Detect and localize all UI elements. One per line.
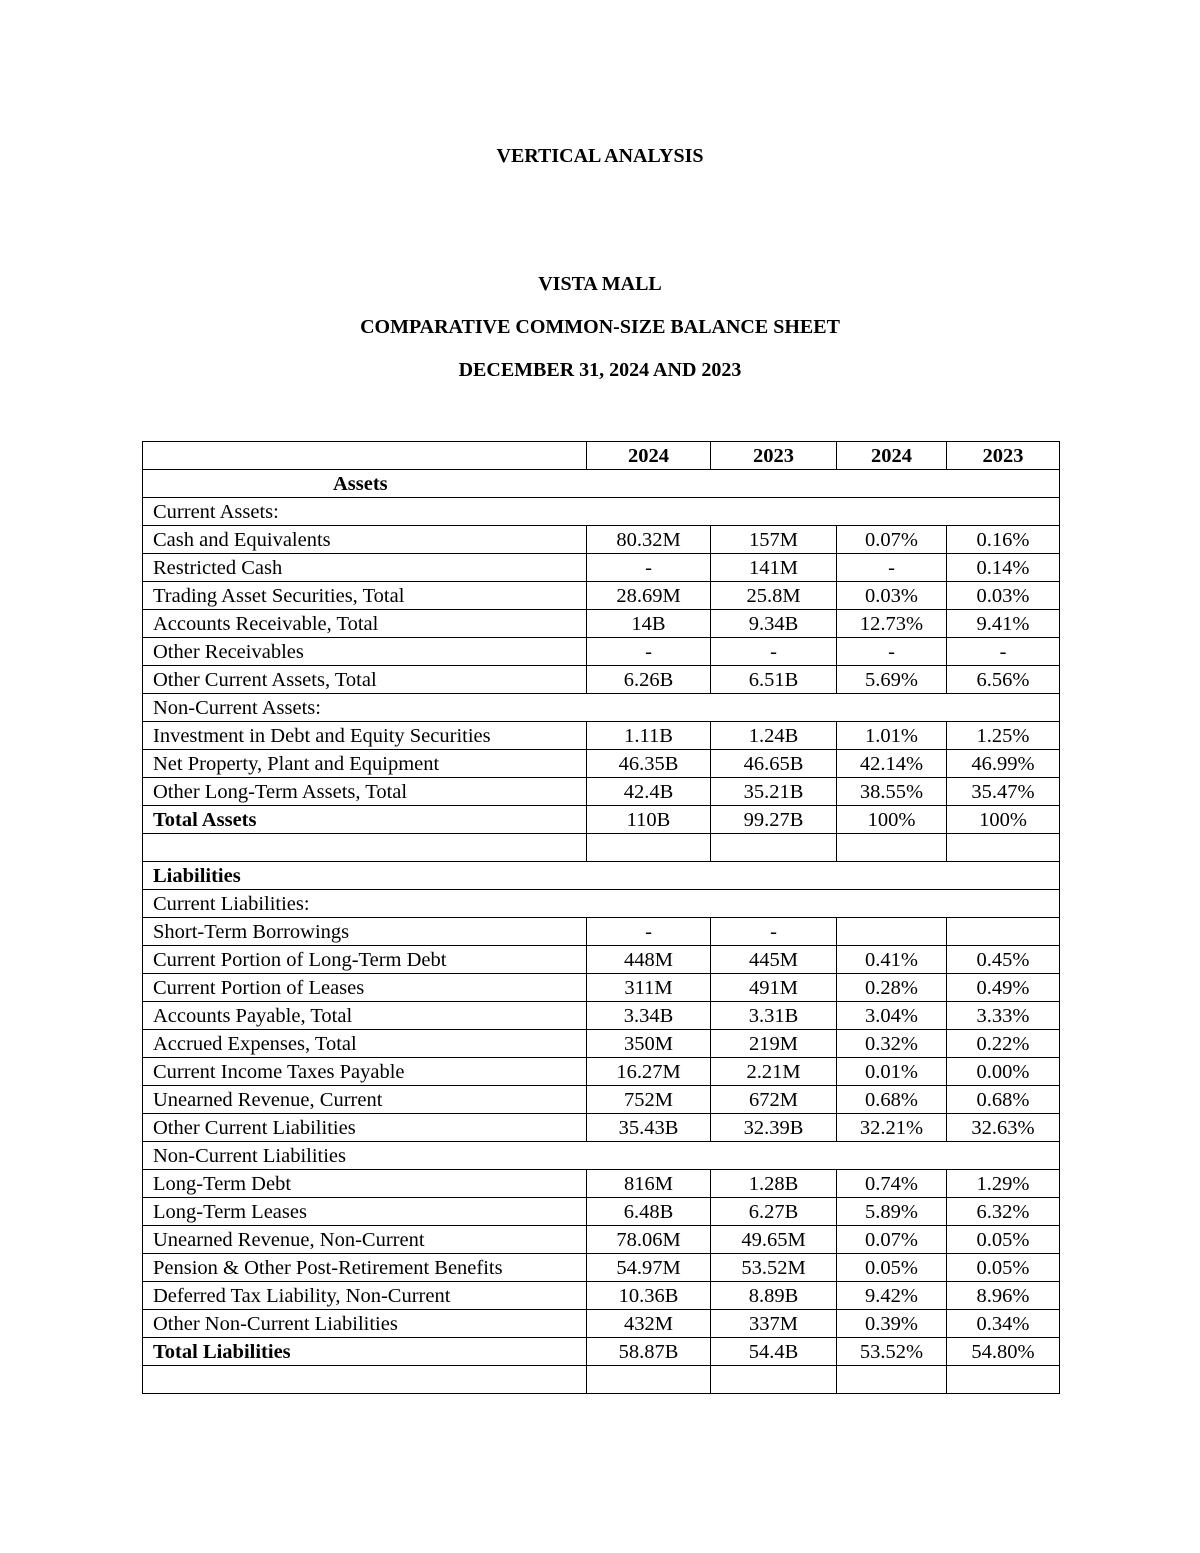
percent-2024-cell: 100% — [837, 806, 947, 834]
percent-2023-cell: 1.29% — [947, 1170, 1060, 1198]
percent-2024-cell: 0.32% — [837, 1030, 947, 1058]
table-row — [143, 1366, 1060, 1394]
amount-2024-cell: 311M — [587, 974, 711, 1002]
table-row — [143, 1114, 1060, 1142]
row-label: Total Liabilities — [143, 1338, 587, 1366]
header-2023-percent: 2023 — [947, 442, 1060, 470]
amount-2023-cell: 9.34B — [711, 610, 837, 638]
row-label: Unearned Revenue, Current — [143, 1086, 587, 1114]
row-label: Other Current Liabilities — [143, 1114, 587, 1142]
percent-2024-cell: 0.28% — [837, 974, 947, 1002]
row-label: Pension & Other Post-Retirement Benefits — [143, 1254, 587, 1282]
percent-2024-cell: 0.74% — [837, 1170, 947, 1198]
amount-2024-cell: 752M — [587, 1086, 711, 1114]
table-row — [143, 666, 1060, 694]
percent-2024-cell: 0.07% — [837, 1226, 947, 1254]
percent-2023-cell — [947, 918, 1060, 946]
table-row — [143, 974, 1060, 1002]
row-label — [143, 834, 587, 862]
percent-2024-cell: 38.55% — [837, 778, 947, 806]
table-row — [143, 722, 1060, 750]
subsection-row — [143, 1142, 1060, 1170]
amount-2024-cell: 14B — [587, 610, 711, 638]
table-row — [143, 1254, 1060, 1282]
amount-2024-cell: - — [587, 554, 711, 582]
row-label: Other Receivables — [143, 638, 587, 666]
percent-2023-cell: 0.00% — [947, 1058, 1060, 1086]
percent-2024-cell: 9.42% — [837, 1282, 947, 1310]
percent-2024-cell: 0.39% — [837, 1310, 947, 1338]
row-label: Other Non-Current Liabilities — [143, 1310, 587, 1338]
section-row — [143, 862, 1060, 890]
amount-2024-cell — [587, 1366, 711, 1394]
table-row — [143, 1198, 1060, 1226]
percent-2024-cell: 12.73% — [837, 610, 947, 638]
total-row — [143, 806, 1060, 834]
total-row — [143, 1338, 1060, 1366]
amount-2023-cell: 6.27B — [711, 1198, 837, 1226]
percent-2023-cell: 9.41% — [947, 610, 1060, 638]
subsection-label: Current Assets: — [143, 498, 1060, 526]
row-label: Unearned Revenue, Non-Current — [143, 1226, 587, 1254]
row-label: Current Income Taxes Payable — [143, 1058, 587, 1086]
section-row — [143, 470, 1060, 498]
table-row — [143, 778, 1060, 806]
amount-2024-cell: 10.36B — [587, 1282, 711, 1310]
amount-2023-cell: 46.65B — [711, 750, 837, 778]
row-label: Current Portion of Long-Term Debt — [143, 946, 587, 974]
amount-2023-cell: 337M — [711, 1310, 837, 1338]
table-row — [143, 1030, 1060, 1058]
amount-2023-cell: 672M — [711, 1086, 837, 1114]
table-row — [143, 946, 1060, 974]
amount-2023-cell: 1.24B — [711, 722, 837, 750]
row-label: Short-Term Borrowings — [143, 918, 587, 946]
amount-2023-cell: 99.27B — [711, 806, 837, 834]
percent-2023-cell: 0.14% — [947, 554, 1060, 582]
amount-2024-cell: 110B — [587, 806, 711, 834]
subsection-row — [143, 694, 1060, 722]
amount-2023-cell: 49.65M — [711, 1226, 837, 1254]
percent-2023-cell: 0.68% — [947, 1086, 1060, 1114]
percent-2024-cell — [837, 1366, 947, 1394]
amount-2024-cell: 350M — [587, 1030, 711, 1058]
amount-2023-cell: 25.8M — [711, 582, 837, 610]
document-title: VERTICAL ANALYSIS — [496, 145, 704, 167]
percent-2023-cell: 54.80% — [947, 1338, 1060, 1366]
percent-2023-cell — [947, 1366, 1060, 1394]
statement-date: DECEMBER 31, 2024 AND 2023 — [458, 359, 742, 381]
row-label: Accrued Expenses, Total — [143, 1030, 587, 1058]
amount-2024-cell — [587, 834, 711, 862]
table-row — [143, 582, 1060, 610]
row-label: Deferred Tax Liability, Non-Current — [143, 1282, 587, 1310]
percent-2023-cell: 35.47% — [947, 778, 1060, 806]
row-label: Long-Term Leases — [143, 1198, 587, 1226]
amount-2023-cell: 491M — [711, 974, 837, 1002]
row-label: Cash and Equivalents — [143, 526, 587, 554]
subsection-row — [143, 498, 1060, 526]
table-row — [143, 638, 1060, 666]
header-2024-amount: 2024 — [587, 442, 711, 470]
amount-2024-cell: 6.26B — [587, 666, 711, 694]
header-2024-percent: 2024 — [837, 442, 947, 470]
row-label: Accounts Receivable, Total — [143, 610, 587, 638]
amount-2024-cell: 35.43B — [587, 1114, 711, 1142]
amount-2024-cell: 28.69M — [587, 582, 711, 610]
amount-2023-cell: - — [711, 638, 837, 666]
amount-2023-cell: - — [711, 918, 837, 946]
row-label: Other Long-Term Assets, Total — [143, 778, 587, 806]
percent-2023-cell: 6.56% — [947, 666, 1060, 694]
percent-2024-cell: - — [837, 638, 947, 666]
company-name: VISTA MALL — [538, 273, 662, 295]
percent-2024-cell: 0.07% — [837, 526, 947, 554]
table-row — [143, 750, 1060, 778]
row-label: Restricted Cash — [143, 554, 587, 582]
amount-2023-cell: 2.21M — [711, 1058, 837, 1086]
percent-2024-cell: 3.04% — [837, 1002, 947, 1030]
percent-2023-cell: 0.34% — [947, 1310, 1060, 1338]
table-row — [143, 610, 1060, 638]
percent-2024-cell: 53.52% — [837, 1338, 947, 1366]
amount-2023-cell: 53.52M — [711, 1254, 837, 1282]
amount-2024-cell: 42.4B — [587, 778, 711, 806]
percent-2024-cell: 0.68% — [837, 1086, 947, 1114]
table-row — [143, 526, 1060, 554]
row-label: Long-Term Debt — [143, 1170, 587, 1198]
amount-2024-cell: 46.35B — [587, 750, 711, 778]
table-row — [143, 1086, 1060, 1114]
section-label: Liabilities — [143, 862, 1060, 890]
percent-2023-cell: 0.05% — [947, 1226, 1060, 1254]
percent-2023-cell: 6.32% — [947, 1198, 1060, 1226]
table-row — [143, 1002, 1060, 1030]
amount-2024-cell: 432M — [587, 1310, 711, 1338]
table-row — [143, 1282, 1060, 1310]
header-2023-amount: 2023 — [711, 442, 837, 470]
percent-2023-cell: 1.25% — [947, 722, 1060, 750]
amount-2023-cell: 141M — [711, 554, 837, 582]
amount-2023-cell: 219M — [711, 1030, 837, 1058]
subsection-label: Non-Current Liabilities — [143, 1142, 1060, 1170]
table-header-row — [143, 442, 1060, 470]
amount-2024-cell: 448M — [587, 946, 711, 974]
amount-2023-cell: 35.21B — [711, 778, 837, 806]
amount-2023-cell: 54.4B — [711, 1338, 837, 1366]
amount-2023-cell: 32.39B — [711, 1114, 837, 1142]
percent-2023-cell — [947, 834, 1060, 862]
percent-2023-cell: 0.03% — [947, 582, 1060, 610]
row-label: Total Assets — [143, 806, 587, 834]
percent-2023-cell: 0.45% — [947, 946, 1060, 974]
amount-2023-cell: 157M — [711, 526, 837, 554]
percent-2023-cell: 0.16% — [947, 526, 1060, 554]
table-row — [143, 1310, 1060, 1338]
percent-2024-cell: 0.41% — [837, 946, 947, 974]
percent-2023-cell: 32.63% — [947, 1114, 1060, 1142]
amount-2024-cell: 16.27M — [587, 1058, 711, 1086]
percent-2024-cell: 0.05% — [837, 1254, 947, 1282]
balance-sheet-body — [143, 442, 1060, 1394]
amount-2023-cell: 1.28B — [711, 1170, 837, 1198]
balance-sheet-table — [142, 441, 1060, 1394]
percent-2024-cell: 0.01% — [837, 1058, 947, 1086]
section-label: Assets — [143, 470, 1060, 498]
percent-2024-cell — [837, 834, 947, 862]
percent-2024-cell: 5.89% — [837, 1198, 947, 1226]
amount-2023-cell: 445M — [711, 946, 837, 974]
table-row — [143, 834, 1060, 862]
percent-2023-cell: 0.22% — [947, 1030, 1060, 1058]
row-label: Other Current Assets, Total — [143, 666, 587, 694]
amount-2023-cell: 8.89B — [711, 1282, 837, 1310]
percent-2023-cell: 3.33% — [947, 1002, 1060, 1030]
percent-2024-cell: 1.01% — [837, 722, 947, 750]
percent-2024-cell: - — [837, 554, 947, 582]
percent-2023-cell: 8.96% — [947, 1282, 1060, 1310]
amount-2024-cell: 78.06M — [587, 1226, 711, 1254]
amount-2024-cell: 6.48B — [587, 1198, 711, 1226]
table-row — [143, 1226, 1060, 1254]
amount-2023-cell — [711, 834, 837, 862]
row-label — [143, 1366, 587, 1394]
statement-title: COMPARATIVE COMMON-SIZE BALANCE SHEET — [360, 316, 840, 338]
subsection-label: Non-Current Assets: — [143, 694, 1060, 722]
percent-2024-cell: 0.03% — [837, 582, 947, 610]
amount-2023-cell: 6.51B — [711, 666, 837, 694]
amount-2024-cell: 3.34B — [587, 1002, 711, 1030]
amount-2024-cell: - — [587, 918, 711, 946]
header-label-cell — [143, 442, 587, 470]
amount-2024-cell: 80.32M — [587, 526, 711, 554]
row-label: Investment in Debt and Equity Securities — [143, 722, 587, 750]
percent-2023-cell: 46.99% — [947, 750, 1060, 778]
percent-2023-cell: 100% — [947, 806, 1060, 834]
table-row — [143, 1170, 1060, 1198]
percent-2024-cell: 32.21% — [837, 1114, 947, 1142]
percent-2024-cell: 5.69% — [837, 666, 947, 694]
percent-2023-cell: 0.49% — [947, 974, 1060, 1002]
row-label: Current Portion of Leases — [143, 974, 587, 1002]
row-label: Accounts Payable, Total — [143, 1002, 587, 1030]
amount-2024-cell: 58.87B — [587, 1338, 711, 1366]
percent-2023-cell: 0.05% — [947, 1254, 1060, 1282]
table-row — [143, 554, 1060, 582]
percent-2024-cell: 42.14% — [837, 750, 947, 778]
subsection-row — [143, 890, 1060, 918]
amount-2023-cell: 3.31B — [711, 1002, 837, 1030]
amount-2024-cell: - — [587, 638, 711, 666]
percent-2024-cell — [837, 918, 947, 946]
amount-2024-cell: 816M — [587, 1170, 711, 1198]
row-label: Trading Asset Securities, Total — [143, 582, 587, 610]
subsection-label: Current Liabilities: — [143, 890, 1060, 918]
amount-2024-cell: 1.11B — [587, 722, 711, 750]
table-row — [143, 1058, 1060, 1086]
table-row — [143, 918, 1060, 946]
percent-2023-cell: - — [947, 638, 1060, 666]
amount-2023-cell — [711, 1366, 837, 1394]
amount-2024-cell: 54.97M — [587, 1254, 711, 1282]
row-label: Net Property, Plant and Equipment — [143, 750, 587, 778]
